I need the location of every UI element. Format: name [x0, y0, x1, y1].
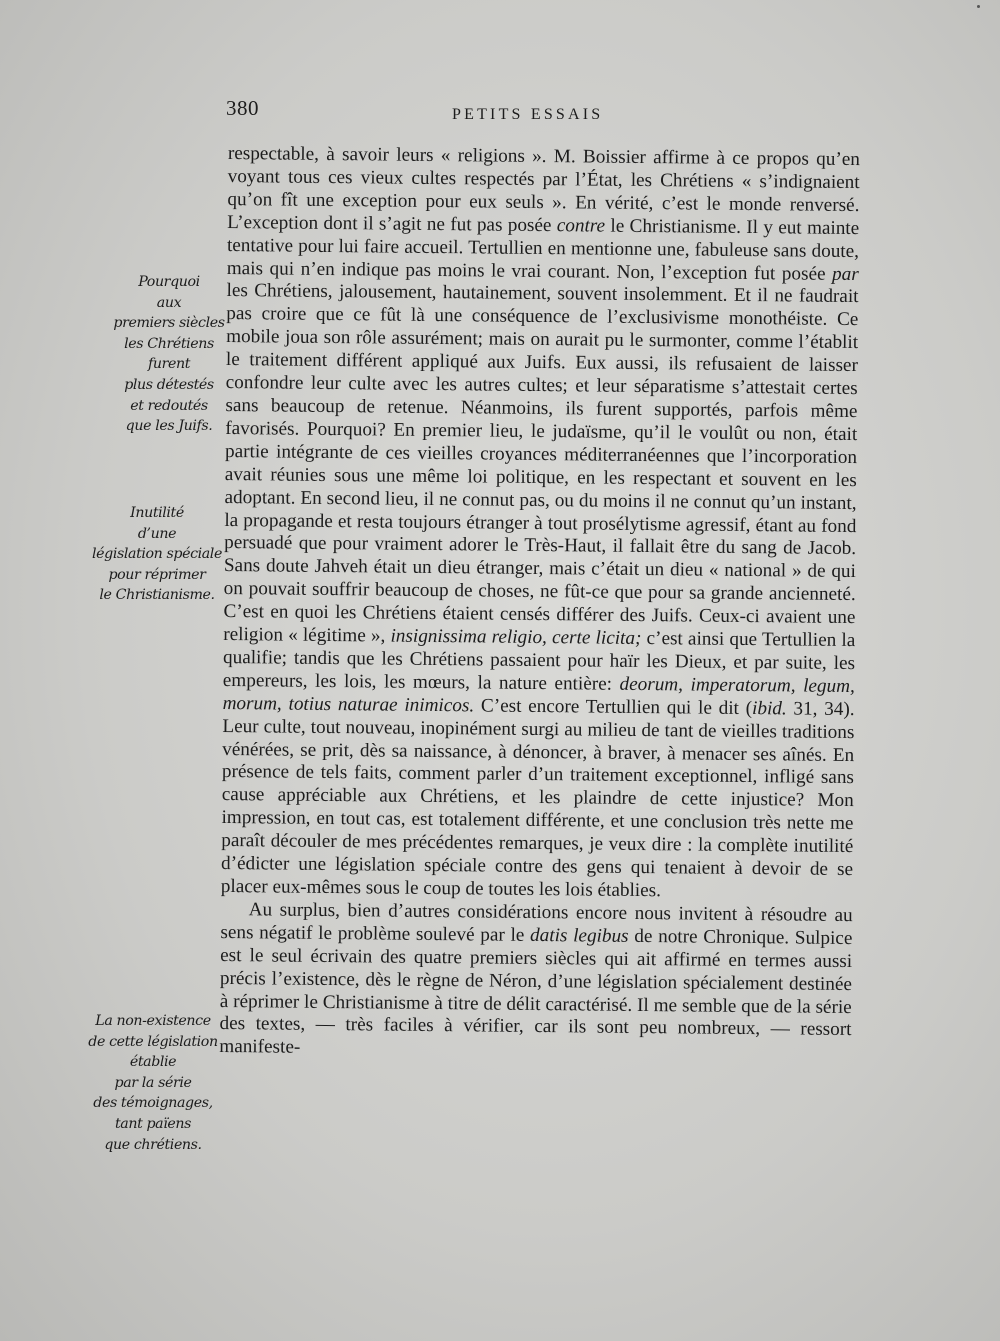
text-run: c’est ainsi que Tertullien la qualifie; tandis que les Chrétiens passaient pour haïr les Dieux, et par suite, les empereurs, les lois, les mœurs, la nature entière:	[222, 628, 856, 695]
margin-note-line: plus détestés	[124, 376, 214, 393]
margin-note-uselessness-of-law	[92, 503, 222, 606]
margin-note-non-existence-of-law	[88, 1011, 218, 1155]
margin-note-line: que les Juifs.	[125, 418, 213, 435]
margin-note-line: Pourquoi	[138, 274, 200, 290]
italic-text: par	[832, 263, 859, 285]
body-text	[219, 143, 860, 1065]
margin-note-line: les Chrétiens	[124, 335, 214, 352]
margin-note-line: de cette législation	[88, 1033, 218, 1050]
running-head: PETITS ESSAIS	[452, 106, 604, 123]
margin-note-line: pour réprimer	[108, 566, 206, 583]
italic-text: insignissima religio, certe licita;	[390, 625, 642, 650]
margin-note-line: d’une	[137, 525, 177, 542]
margin-note-why-christians-hated	[104, 272, 234, 437]
margin-note-line: par la série	[114, 1074, 192, 1091]
margin-note-line: Inutilité	[130, 505, 184, 521]
italic-text: deorum, imperatorum, legum, morum, totius naturae inimicos.	[222, 673, 855, 717]
text-run: Au surplus, bien d’autres considérations encore nous invitent à résoudre au sens négatif le problème soulevé par le	[220, 899, 853, 946]
margin-note-line: que chrétiens.	[104, 1136, 202, 1153]
margin-note-line: tant païens	[114, 1115, 191, 1132]
text-run: de notre Chronique. Sulpice est le seul écrivain des quatre premiers siècles qui ait affirmé en termes aussi précis l’existence, dès le règne de Néron, d’une législation spécialement destinée à réprimer le Christianisme à titre de délit caractérisé. Il me semble que de la série des textes, — très faciles à vérifier, car ils sont peu nombreux, — ressort manifeste-	[219, 925, 853, 1059]
margin-note-line: aux	[156, 294, 182, 311]
margin-note-line: et redoutés	[130, 397, 208, 414]
margin-note-line: premiers siècles	[113, 315, 225, 332]
margin-note-line: des témoignages,	[93, 1095, 213, 1112]
text-run: 31, 34). Leur culte, tout nouveau, inopinément surgi au milieu de tant de vieilles traditions vénérées, se prit, dès sa naissance, à dénoncer, à braver, à menacer ses aînés. En présence de tels faits, comment parler d’un traitement exceptionnel, infligé sans cause appréciable aux Chrétiens, et les plaindre de cette injustice? Mon impression, en tout cas, est totalement différente, et une conclusion très nette me paraît découler de mes précédentes remarques, je veux dire : la complète inutilité d’édicter une législation spéciale contre des gens qui tenaient à devoir de se placer eux-mêmes sous le coup de toutes les lois établies.	[220, 698, 855, 902]
text-run: C’est encore Tertullien qui le dit (	[474, 695, 753, 719]
paragraph-1	[221, 143, 860, 905]
page-number: 380	[226, 96, 259, 120]
margin-note-line: le Christianisme.	[99, 587, 215, 604]
margin-note-line: La non-existence	[95, 1013, 211, 1029]
italic-text: datis legibus	[530, 924, 629, 947]
margin-note-line: établie	[129, 1054, 177, 1071]
text-run: les Chrétiens, jalousement, hautainement, souvent insolemment. Et il ne faudrait pas croire que ce fût là une conséquence de l’exclusivisme monothéiste. Ce mobile joua son rôle assurément; mais on aurait pu le surmonter, comme l’établit le traitement différent appliqué aux Juifs. Eux aussi, ils refusaient de laisser confondre leur culte avec les autres cultes; et leur séparatisme s’attestait certes sans beaucoup de retenue. Néanmoins, ils furent supportés, parfois même favorisés. Pourquoi? En premier lieu, le judaïsme, qu’il le voulût ou non, était partie intégrante de ces vieilles croyances méditerranéennes que l’incorporation avait réunies sous une même loi politique, en les respectant et souvent en les adoptant. En second lieu, il ne connut pas, ou du moins il ne connut qu’un instant, la propagande et resta toujours étranger à tout prosélytisme agressif, étant au fond persuadé que pour vraiment adorer le Très-Haut, il fallait être du sang de Jacob. Sans doute Jahveh était un dieu étranger, mais c’était un dieu « national » de qui on pouvait souffrir beaucoup de choses, ne fût-ce que pour sa grande ancienneté. C’est en quoi les Chrétiens étaient censés différer des Juifs. Ceux-ci avaient une religion « légitime »,	[223, 280, 859, 647]
margin-note-line: furent	[147, 356, 190, 373]
text-run: le Christianisme. Il y eut mainte tentative pour lui faire accueil. Tertullien en mentionne une, fabuleuse sans doute, mais qui n’en indique pas moins le vrai courant. Non, l’exception fut posée	[226, 215, 860, 285]
text-run: respectable, à savoir leurs « religions ». M. Boissier affirme à ce propos qu’en voyant tous ces vieux cultes respectés par l’État, les Chrétiens « s’indignaient qu’on fît une exception pour eux seuls ». En vérité, c’est le monde renversé. L’exception dont il s’agit ne fut pas posée	[227, 143, 860, 236]
italic-text: contre	[556, 214, 606, 237]
italic-text: ibid.	[751, 697, 787, 720]
paragraph-2	[219, 899, 853, 1065]
margin-note-line: législation spéciale	[92, 546, 222, 563]
speck-mark	[977, 5, 980, 8]
